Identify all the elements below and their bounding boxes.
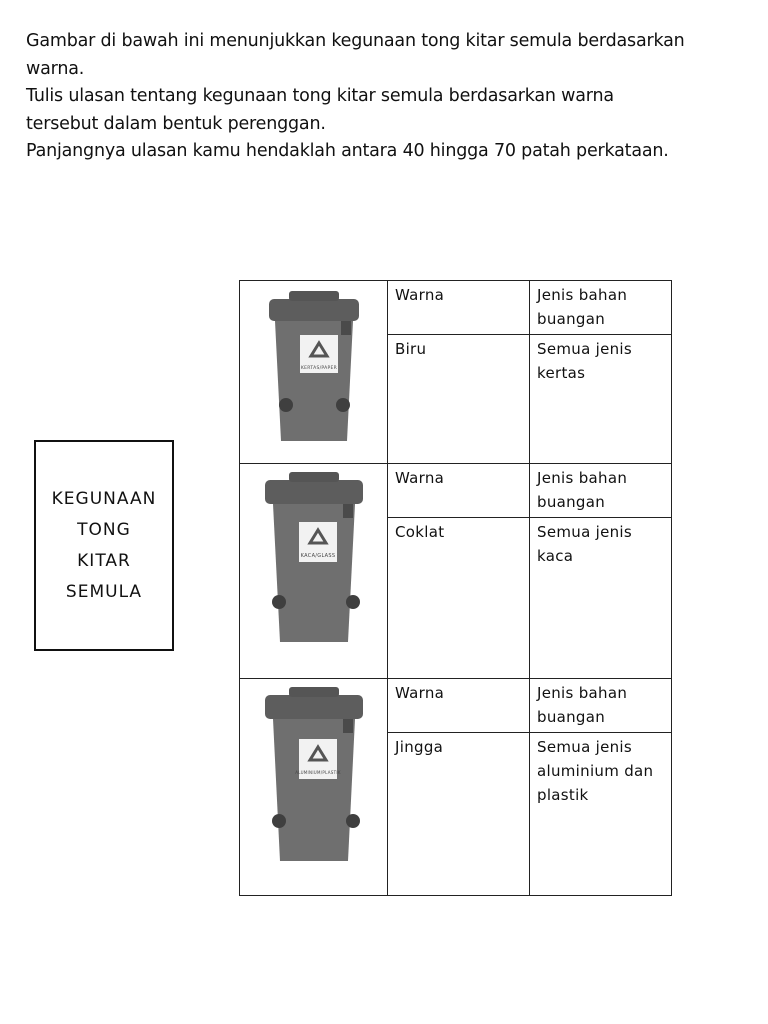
table-row <box>240 679 672 733</box>
bin-sticker-text: KACA/GLASS <box>300 553 335 559</box>
header-waste-type: Jenis bahan buangan <box>530 464 672 518</box>
title-box <box>34 440 174 651</box>
recycling-bin-table <box>239 280 672 896</box>
table-row <box>240 464 672 518</box>
bin-sticker-text: ALUMINIUM/PLASTIK <box>294 770 341 775</box>
header-color: Warna <box>388 464 530 518</box>
header-waste-type: Jenis bahan buangan <box>530 679 672 733</box>
recycling-bin-icon <box>249 283 379 453</box>
title-line-3: KITAR <box>77 550 131 571</box>
instruction-line-2: warna. <box>26 58 85 79</box>
recycling-bin-icon <box>249 466 379 656</box>
bin-waste-type-value: Semua jenis kertas <box>530 334 672 463</box>
instruction-line-1: Gambar di bawah ini menunjukkan kegunaan tong kitar semula berdasarkan <box>26 31 685 51</box>
aluminium-plastic-bin-image-cell <box>240 679 388 896</box>
header-color: Warna <box>388 281 530 335</box>
title-line-4: SEMULA <box>65 581 143 602</box>
recycling-bin-icon <box>249 681 379 876</box>
header-waste-type: Jenis bahan buangan <box>530 281 672 335</box>
glass-bin-image-cell <box>240 464 388 679</box>
header-color: Warna <box>388 679 530 733</box>
table-row <box>240 281 672 335</box>
instruction-line-5: Panjangnya ulasan kamu hendaklah antara 40 hingga 70 patah perkataan. <box>26 141 669 161</box>
instruction-line-3: Tulis ulasan tentang kegunaan tong kitar semula berdasarkan warna <box>26 86 614 106</box>
paper-bin-image-cell <box>240 281 388 464</box>
bin-color-value: Biru <box>388 334 530 463</box>
bin-waste-type-value: Semua jenis kaca <box>530 517 672 678</box>
title-line-1: KEGUNAAN <box>51 488 157 509</box>
title-line-2: TONG <box>77 519 131 540</box>
bin-waste-type-value: Semua jenis aluminium dan plastik <box>530 732 672 895</box>
instruction-line-4: tersebut dalam bentuk perenggan. <box>26 113 326 134</box>
instructions <box>26 28 756 166</box>
bin-sticker-text: KERTAS/PAPER <box>300 366 337 371</box>
bin-color-value: Coklat <box>388 517 530 678</box>
bin-color-value: Jingga <box>388 732 530 895</box>
